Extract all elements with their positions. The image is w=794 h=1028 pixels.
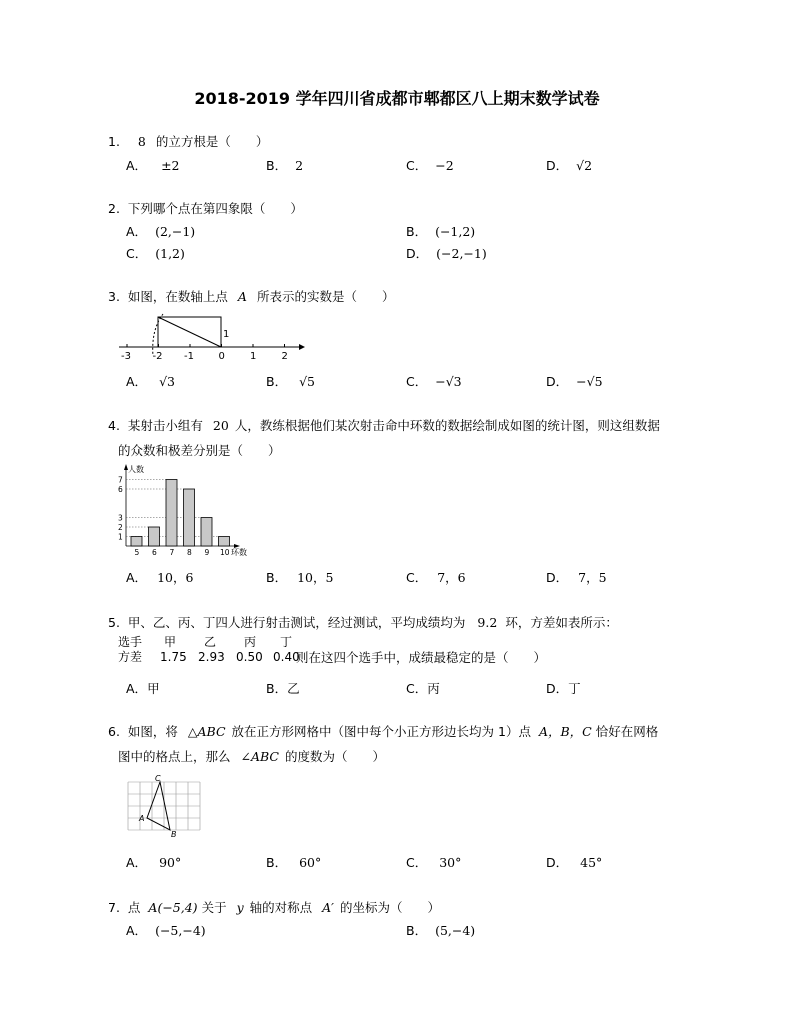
y-axis-label: 人数 [128, 465, 144, 474]
x-tick-label: 9 [204, 548, 210, 557]
question-2 [108, 199, 303, 217]
vertex-label-b: B [171, 830, 177, 839]
y-tick-label: 2 [118, 523, 123, 532]
bar-8 [184, 489, 195, 546]
option-a[interactable]: A． (−5,−4) [126, 923, 206, 938]
y-tick-label: 3 [118, 513, 123, 523]
question-number: 5. [108, 615, 120, 630]
question-number: 1. [108, 134, 120, 149]
table-value: 0.40 [273, 650, 300, 664]
table-value: 2.93 [198, 650, 225, 664]
bar-5 [131, 537, 142, 547]
question-number: 3. [108, 289, 120, 304]
x-tick-label: 10 [220, 548, 230, 557]
question-6: 6. 如图，将 △ABC 放在正方形网格中（图中每个小正方形边长均为 1）点 A，B，C 恰好在网格 [108, 724, 659, 739]
x-tick-label: 6 [152, 548, 157, 557]
point-variable: A [237, 289, 247, 304]
option-b[interactable]: B． 10，5 [266, 570, 334, 585]
question-7: 7. 点 A(−5,4) 关于 y 轴的对称点 A′ 的坐标为（ ） [108, 900, 441, 915]
option-a[interactable]: A． √3 [126, 374, 175, 389]
axis-tick-label: 0 [218, 351, 225, 362]
question-1 [108, 132, 268, 150]
option-d[interactable]: D． √2 [546, 158, 593, 173]
option-c[interactable]: C． −2 [406, 158, 454, 173]
bar-7 [166, 480, 177, 547]
page-title: 2018-2019 学年四川省成都市郫都区八上期末数学试卷 [194, 89, 600, 108]
question-6-line2: 图中的格点上，那么 ∠ABC 的度数为（ ） [118, 749, 385, 764]
table-player: 乙 [204, 635, 217, 649]
option-a[interactable]: A． 90° [126, 855, 182, 870]
question-4: 4. 某射击小组有 20 人，教练根据他们某次射击命中环数的数据绘制成如图的统计图，则这组数据 [108, 418, 660, 433]
x-tick-label: 5 [134, 548, 140, 557]
option-d[interactable]: D． −√5 [546, 374, 603, 389]
y-tick-label: 6 [118, 485, 123, 494]
axis-arrow [299, 344, 305, 350]
side-length-label: 1 [223, 329, 230, 340]
y-tick-label: 7 [118, 475, 123, 485]
option-c[interactable]: C． 7，6 [406, 570, 466, 585]
vertex-label-a: A [139, 814, 145, 823]
bar-9 [201, 518, 212, 547]
table-header-label: 选手 [118, 635, 143, 649]
option-a[interactable]: A． (2,−1) [126, 224, 196, 239]
table-value: 1.75 [160, 650, 187, 664]
x-axis-label: 环数 [231, 548, 247, 557]
question-number: 6. [108, 724, 120, 739]
option-c[interactable]: C．丙 [406, 681, 440, 696]
table-player: 丙 [244, 635, 257, 649]
diagonal [158, 317, 221, 347]
bar-chart [112, 462, 262, 558]
axis-tick-label: 1 [250, 351, 257, 362]
table-value: 0.50 [236, 650, 263, 664]
number-line-figure [115, 310, 305, 366]
option-b[interactable]: B．乙 [266, 681, 300, 696]
option-b[interactable]: B． 60° [266, 855, 322, 870]
x-tick-label: 8 [187, 548, 192, 557]
option-a[interactable]: A． ±2 [126, 158, 180, 173]
table-row-label: 方差 [118, 650, 143, 664]
vertex-label-c: C [155, 774, 161, 783]
option-b[interactable]: B． 2 [266, 158, 304, 173]
option-b[interactable]: B． (−1,2) [406, 224, 476, 239]
axis-tick-label: -3 [121, 351, 131, 362]
option-c[interactable]: C． (1,2) [126, 246, 185, 261]
table-player: 甲 [164, 635, 177, 649]
question-5-tail: 则在这四个选手中，成绩最稳定的是（ ） [296, 650, 547, 665]
question-4-line2: 的众数和极差分别是（ ） [118, 443, 281, 458]
bar-10 [219, 537, 230, 547]
y-tick-label: 1 [118, 532, 123, 542]
question-text: 的立方根是（ ） [155, 134, 269, 149]
axis-tick-label: -2 [152, 351, 163, 362]
option-d[interactable]: D．丁 [546, 681, 581, 696]
axis-tick-label: -1 [184, 351, 194, 362]
question-number: 2. [108, 201, 120, 216]
question-number: 7. [108, 900, 120, 915]
option-d[interactable]: D． (−2,−1) [406, 246, 487, 261]
question-text: 下列哪个点在第四象限（ ） [127, 201, 303, 216]
option-c[interactable]: C． 30° [406, 855, 462, 870]
option-b[interactable]: B． √5 [266, 374, 315, 389]
option-c[interactable]: C． −√3 [406, 374, 462, 389]
axis-tick-label: 2 [281, 351, 288, 362]
option-a[interactable]: A．甲 [126, 681, 160, 696]
bar-6 [149, 527, 160, 546]
option-d[interactable]: D． 7，5 [546, 570, 607, 585]
table-player: 丁 [280, 635, 293, 649]
option-a[interactable]: A． 10，6 [126, 570, 194, 585]
grid-triangle-figure [122, 772, 202, 840]
question-lead: 8 [137, 134, 146, 149]
option-b[interactable]: B． (5,−4) [406, 923, 476, 938]
question-3: 3. 如图，在数轴上点 A 所表示的实数是（ ） [108, 289, 395, 304]
option-d[interactable]: D． 45° [546, 855, 603, 870]
question-number: 4. [108, 418, 120, 433]
x-tick-label: 7 [169, 548, 175, 557]
question-5: 5. 甲、乙、丙、丁四人进行射击测试，经过测试，平均成绩均为 9.2 环，方差如表所示： [108, 615, 618, 630]
